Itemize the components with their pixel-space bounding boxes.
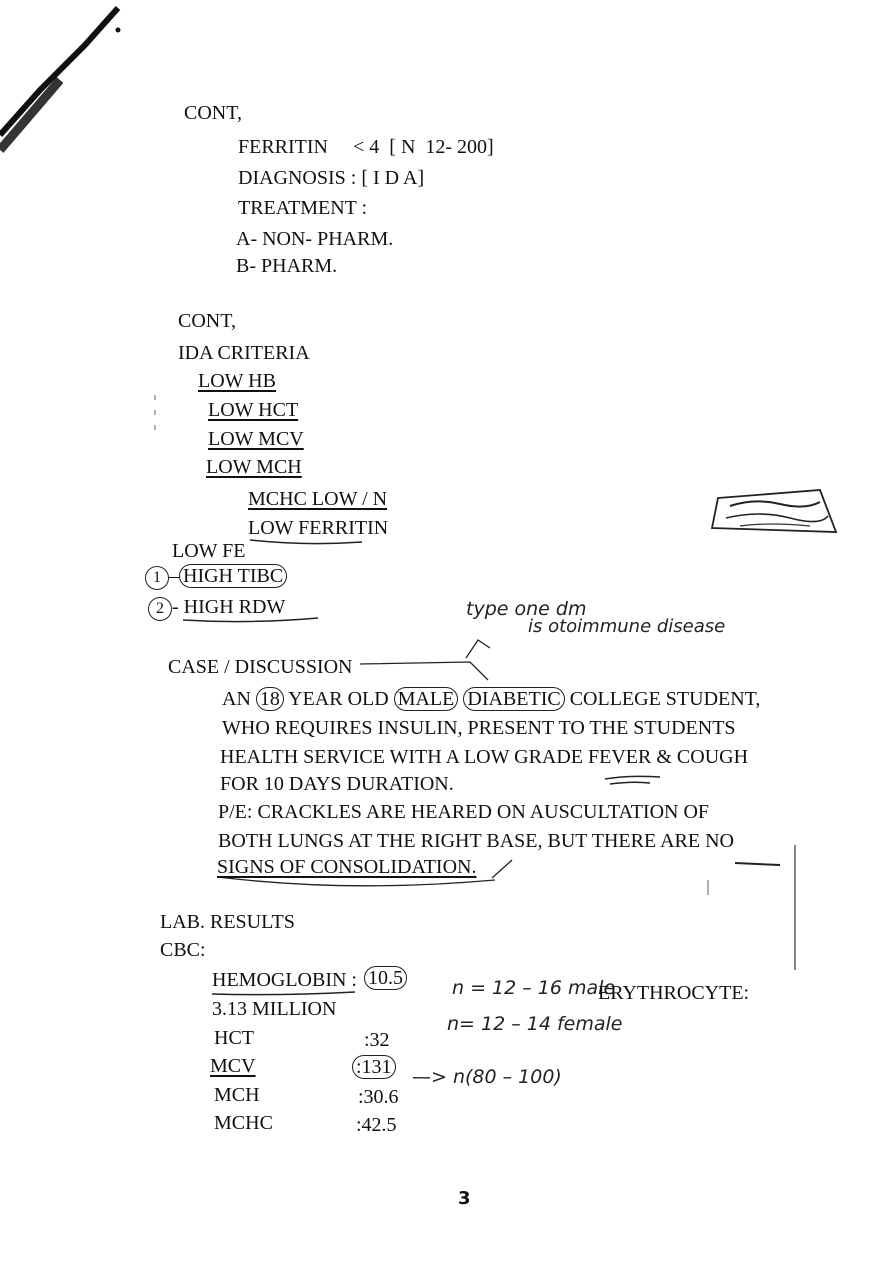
- criteria-title: IDA CRITERIA: [178, 342, 310, 364]
- handwritten-note-autoimmune: is otoimmune disease: [528, 616, 726, 637]
- section1-heading: CONT,: [184, 102, 242, 124]
- sex-circle: MALE: [394, 687, 459, 711]
- erythrocyte-value: 3.13 MILLION: [212, 998, 337, 1020]
- handwritten-mcv-range: —> n(80 – 100): [412, 1066, 562, 1088]
- marker-circle: 1: [145, 566, 169, 590]
- handwritten-note-dm: type one dm: [466, 598, 587, 620]
- criteria-marked-item: 1 – HIGH TIBC: [145, 566, 287, 590]
- criteria-item: LOW HCT: [208, 399, 299, 421]
- case-line: HEALTH SERVICE WITH A LOW GRADE FEVER & COUGH: [220, 746, 749, 768]
- marked-text: HIGH TIBC: [179, 564, 287, 588]
- erythrocyte-label: ERYTHROCYTE:: [598, 982, 750, 1004]
- lab-row-value: :42.5: [356, 1114, 397, 1136]
- case-text: YEAR OLD: [283, 688, 394, 710]
- lab-row-value: :32: [364, 1029, 390, 1051]
- page-number: 3: [458, 1188, 471, 1209]
- criteria-item: LOW MCV: [208, 428, 304, 450]
- bookstore-stamp: [710, 488, 840, 538]
- case-heading: CASE / DISCUSSION: [168, 656, 353, 678]
- pharm-line: B- PHARM.: [236, 255, 338, 277]
- hemoglobin-value-circle: 10.5: [364, 966, 407, 990]
- lab-row-label: MCHC: [214, 1112, 273, 1134]
- condition-circle: DIABETIC: [463, 687, 564, 711]
- criteria-marked-item: 2 - HIGH RDW: [148, 597, 285, 621]
- lab-heading: LAB. RESULTS: [160, 911, 295, 933]
- lab-row-value: [352, 1057, 396, 1077]
- criteria-item: MCHC LOW / N: [248, 488, 388, 510]
- ferritin-line: FERRITIN < 4 [ N 12- 200]: [238, 136, 494, 158]
- mcv-value-circle: :131: [352, 1055, 396, 1079]
- case-line: P/E: CRACKLES ARE HEARED ON AUSCULTATION OF: [218, 801, 710, 823]
- criteria-item: LOW MCH: [206, 456, 302, 478]
- lab-row-value: :30.6: [358, 1086, 399, 1108]
- hemoglobin-value: [364, 968, 407, 988]
- case-line: [222, 689, 760, 709]
- case-line: SIGNS OF CONSOLIDATION.: [217, 856, 477, 878]
- hemoglobin-label: HEMOGLOBIN :: [212, 969, 357, 991]
- lab-row-label: MCH: [214, 1084, 260, 1106]
- diagnosis-line: DIAGNOSIS : [ I D A]: [238, 167, 425, 189]
- case-line: BOTH LUNGS AT THE RIGHT BASE, BUT THERE ARE NO: [218, 830, 734, 852]
- lab-row-label: MCV: [210, 1055, 256, 1077]
- section2-heading: CONT,: [178, 310, 236, 332]
- treatment-line: TREATMENT :: [238, 197, 368, 219]
- marked-text: HIGH RDW: [183, 596, 286, 618]
- criteria-item: LOW FE: [172, 540, 246, 562]
- case-line: FOR 10 DAYS DURATION.: [220, 773, 454, 795]
- criteria-item: LOW HB: [198, 370, 276, 392]
- cbc-label: CBC:: [160, 939, 206, 961]
- handwritten-hgb-male: n = 12 – 16 male: [452, 977, 616, 999]
- case-line: WHO REQUIRES INSULIN, PRESENT TO THE STUDENTS: [222, 717, 736, 739]
- criteria-item: LOW FERRITIN: [248, 517, 389, 539]
- case-text: AN: [222, 688, 256, 710]
- case-text: COLLEGE STUDENT,: [564, 688, 761, 710]
- age-circle: 18: [256, 687, 284, 711]
- handwritten-hgb-female: n= 12 – 14 female: [447, 1013, 623, 1035]
- marker-circle: 2: [148, 597, 172, 621]
- lab-row-label: HCT: [214, 1027, 254, 1049]
- non-pharm-line: A- NON- PHARM.: [236, 228, 394, 250]
